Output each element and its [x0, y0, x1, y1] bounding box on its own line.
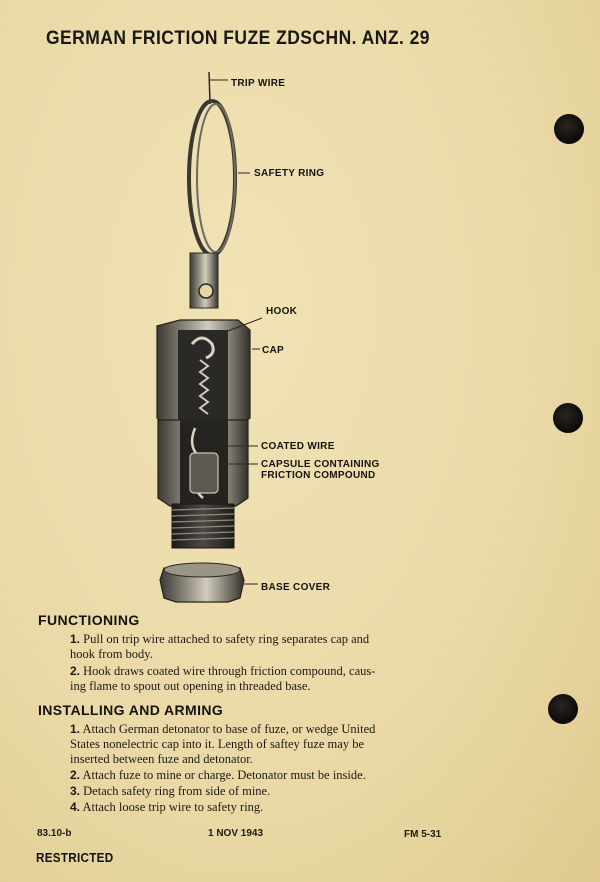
item-number: 1. [70, 632, 81, 646]
page-title: GERMAN FRICTION FUZE ZDSCHN. ANZ. 29 [46, 28, 430, 49]
installing-item-3 [70, 784, 470, 799]
ring-tab [190, 253, 218, 308]
restricted-stamp: RESTRICTED [36, 850, 114, 865]
binder-hole-middle [553, 403, 583, 433]
base-cover-rim [164, 563, 240, 577]
footer-section-number: 83.10-b [37, 828, 72, 839]
safety-ring-inner [197, 104, 235, 252]
item-text: Attach fuze to mine or charge. Detonator must be inside. [82, 768, 366, 782]
footer-date: 1 NOV 1943 [208, 828, 264, 839]
label-base-cover: BASE COVER [261, 582, 331, 593]
installing-item-1-cont1: States nonelectric cap into it. Length of saftey fuze may be [70, 737, 364, 751]
functioning-item-1-cont: hook from body. [70, 647, 153, 661]
fuze-illustration [140, 68, 440, 608]
installing-item-1 [70, 722, 470, 737]
item-text: Attach loose trip wire to safety ring. [82, 800, 264, 814]
functioning-item-2-cont: ing flame to spout out opening in threaded base. [70, 679, 311, 693]
capsule-shape [190, 453, 218, 493]
installing-item-4 [70, 800, 470, 815]
item-number: 3. [70, 784, 81, 798]
footer-manual-number: FM 5-31 [404, 829, 442, 840]
item-number: 4. [70, 800, 81, 814]
installing-item-1-cont2: inserted between fuze and detonator. [70, 752, 253, 766]
item-text: Pull on trip wire attached to safety ring separates cap and [83, 632, 370, 646]
installing-item-2 [70, 768, 470, 783]
functioning-heading: FUNCTIONING [38, 612, 140, 628]
label-capsule-line1: CAPSULE CONTAINING [261, 459, 380, 470]
label-trip-wire: TRIP WIRE [231, 78, 286, 89]
label-safety-ring: SAFETY RING [254, 168, 325, 179]
binder-hole-top [554, 114, 584, 144]
item-text: Detach safety ring from side of mine. [83, 784, 271, 798]
label-hook: HOOK [266, 306, 298, 317]
trip-wire-line [209, 72, 210, 104]
label-coated-wire: COATED WIRE [261, 441, 335, 452]
ring-tab-hole [199, 284, 213, 298]
functioning-item-1 [70, 632, 470, 647]
installing-heading: INSTALLING AND ARMING [38, 702, 224, 718]
item-text: Hook draws coated wire through friction compound, caus- [83, 664, 376, 678]
functioning-item-2 [70, 664, 470, 679]
item-text: Attach German detonator to base of fuze, or wedge United [82, 722, 376, 736]
label-capsule-line2: FRICTION COMPOUND [261, 470, 376, 481]
label-cap: CAP [262, 345, 285, 356]
item-number: 2. [70, 768, 81, 782]
binder-hole-bottom [548, 694, 578, 724]
item-number: 1. [70, 722, 81, 736]
item-number: 2. [70, 664, 81, 678]
